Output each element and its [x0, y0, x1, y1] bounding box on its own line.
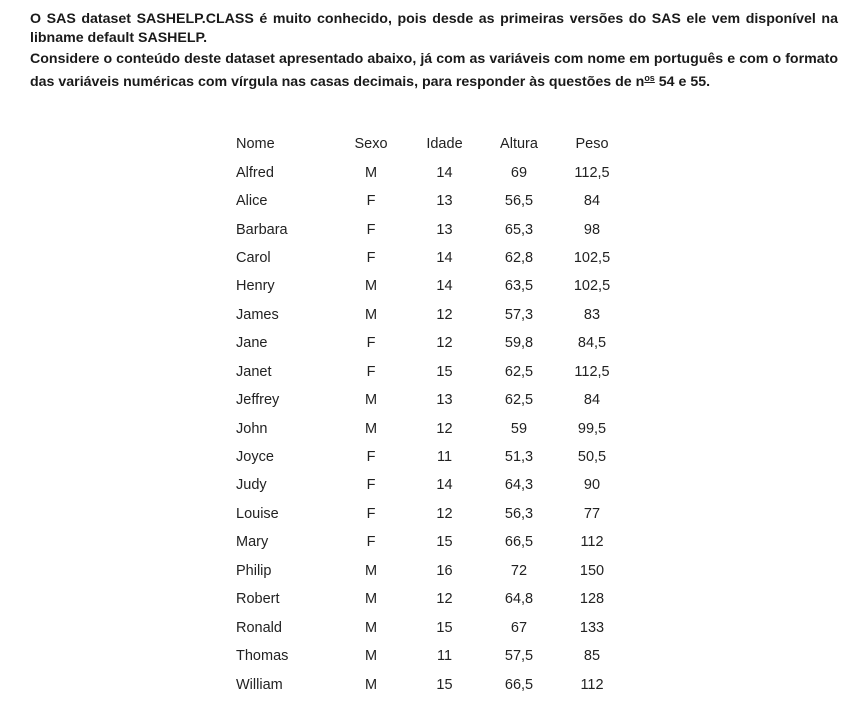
- cell-idade: 16: [436, 562, 453, 579]
- table-row: [228, 386, 629, 414]
- cell-peso: 102,5: [573, 249, 611, 266]
- table-row: [228, 528, 629, 556]
- cell-altura: 51,3: [504, 449, 534, 466]
- cell-sexo: F: [366, 534, 376, 551]
- intro-text: [30, 10, 838, 91]
- cell-peso: 90: [583, 477, 601, 494]
- cell-idade: 15: [436, 676, 453, 693]
- cell-peso: 77: [583, 505, 601, 522]
- cell-peso: 133: [579, 619, 605, 636]
- cell-altura: 62,5: [504, 392, 534, 409]
- cell-sexo: F: [366, 363, 376, 380]
- cell-sexo: F: [366, 477, 376, 494]
- header-altura: Altura: [500, 136, 538, 153]
- header-nome: Nome: [236, 136, 275, 153]
- table-row: [228, 244, 629, 272]
- table-row: [228, 613, 629, 641]
- cell-peso: 112,5: [574, 363, 610, 380]
- cell-nome: Barbara: [236, 221, 288, 238]
- cell-altura: 63,5: [504, 278, 534, 295]
- cell-altura: 66,5: [504, 676, 534, 693]
- cell-peso: 98: [583, 221, 601, 238]
- cell-idade: 15: [436, 619, 453, 636]
- cell-peso: 84,5: [577, 335, 607, 352]
- cell-sexo: F: [366, 449, 376, 466]
- cell-nome: Judy: [236, 477, 267, 494]
- cell-altura: 59: [510, 420, 528, 437]
- table-row: [228, 585, 629, 613]
- cell-idade: 14: [436, 164, 453, 181]
- table-row: [228, 301, 629, 329]
- cell-nome: Mary: [236, 534, 269, 551]
- intro-paragraph-2-text: Considere o conteúdo deste dataset apresentado abaixo, já com as variáveis com nome em português e com o formato das variáveis numéricas com vírgula nas casas decimais, para responder às questões de n: [30, 51, 838, 90]
- cell-sexo: M: [364, 420, 378, 437]
- cell-altura: 62,5: [504, 363, 534, 380]
- cell-sexo: M: [364, 306, 378, 323]
- table-row: [228, 500, 629, 528]
- table-row: [228, 358, 629, 386]
- cell-peso: 50,5: [577, 449, 607, 466]
- header-idade: Idade: [426, 136, 463, 153]
- table-row: [228, 187, 629, 215]
- table-row: [228, 414, 629, 442]
- cell-sexo: F: [366, 505, 376, 522]
- table-row: [228, 272, 629, 300]
- cell-idade: 15: [436, 363, 453, 380]
- cell-idade: 13: [436, 392, 453, 409]
- cell-sexo: M: [364, 164, 378, 181]
- cell-idade: 11: [436, 648, 453, 665]
- cell-sexo: M: [364, 562, 378, 579]
- cell-idade: 12: [436, 335, 453, 352]
- cell-altura: 64,8: [504, 591, 534, 608]
- cell-altura: 62,8: [504, 249, 534, 266]
- cell-nome: Louise: [236, 505, 279, 522]
- cell-sexo: M: [364, 676, 378, 693]
- cell-peso: 99,5: [577, 420, 607, 437]
- cell-nome: Alfred: [236, 164, 274, 181]
- cell-altura: 56,3: [504, 505, 534, 522]
- cell-nome: Janet: [236, 363, 272, 380]
- cell-nome: Jane: [236, 335, 268, 352]
- cell-altura: 57,5: [504, 648, 534, 665]
- cell-sexo: F: [366, 335, 376, 352]
- table-row: [228, 557, 629, 585]
- cell-idade: 13: [436, 193, 453, 210]
- table-row: [228, 215, 629, 243]
- table-row: [228, 158, 629, 186]
- cell-idade: 13: [436, 221, 453, 238]
- cell-peso: 112: [580, 534, 604, 551]
- cell-idade: 14: [436, 278, 453, 295]
- cell-altura: 57,3: [504, 306, 534, 323]
- cell-peso: 150: [579, 562, 605, 579]
- cell-nome: Jeffrey: [236, 392, 280, 409]
- table-row: [228, 471, 629, 499]
- cell-sexo: M: [364, 591, 378, 608]
- cell-peso: 102,5: [573, 278, 611, 295]
- cell-nome: Carol: [236, 249, 271, 266]
- cell-peso: 112,5: [574, 164, 610, 181]
- cell-altura: 67: [510, 619, 528, 636]
- class-dataset-table: [228, 130, 629, 699]
- header-sexo: Sexo: [354, 136, 388, 153]
- cell-idade: 15: [436, 534, 453, 551]
- cell-altura: 69: [510, 164, 528, 181]
- cell-peso: 84: [583, 392, 601, 409]
- table-row: [228, 642, 629, 670]
- cell-nome: James: [236, 306, 279, 323]
- intro-paragraph-1: O SAS dataset SASHELP.CLASS é muito conhecido, pois desde as primeiras versões do SAS ele vem disponível na libname default SASHELP.: [30, 11, 838, 46]
- cell-sexo: M: [364, 392, 378, 409]
- table-body: [228, 158, 629, 698]
- cell-sexo: F: [366, 221, 376, 238]
- intro-paragraph-2: [30, 50, 838, 91]
- cell-idade: 14: [436, 477, 453, 494]
- cell-peso: 128: [579, 591, 605, 608]
- cell-idade: 11: [436, 449, 453, 466]
- cell-sexo: M: [364, 619, 378, 636]
- cell-altura: 66,5: [504, 534, 534, 551]
- cell-nome: Robert: [236, 591, 280, 608]
- ordinal-superscript: os: [644, 72, 655, 83]
- cell-nome: Henry: [236, 278, 275, 295]
- cell-idade: 12: [436, 505, 453, 522]
- cell-nome: John: [236, 420, 268, 437]
- cell-idade: 12: [436, 591, 453, 608]
- cell-sexo: M: [364, 278, 378, 295]
- cell-sexo: M: [364, 648, 378, 665]
- cell-nome: Ronald: [236, 619, 282, 636]
- cell-altura: 72: [510, 562, 528, 579]
- cell-peso: 85: [583, 648, 601, 665]
- question-numbers: 54 e 55.: [654, 73, 711, 90]
- cell-altura: 64,3: [504, 477, 534, 494]
- cell-idade: 12: [436, 306, 453, 323]
- cell-altura: 59,8: [504, 335, 534, 352]
- cell-peso: 84: [583, 193, 601, 210]
- cell-nome: Thomas: [236, 648, 289, 665]
- cell-nome: William: [236, 676, 283, 693]
- cell-altura: 56,5: [504, 193, 534, 210]
- cell-idade: 14: [436, 249, 453, 266]
- cell-nome: Joyce: [236, 449, 274, 466]
- cell-sexo: F: [366, 193, 376, 210]
- cell-nome: Alice: [236, 193, 268, 210]
- cell-peso: 83: [583, 306, 601, 323]
- cell-sexo: F: [366, 249, 376, 266]
- table-row: [228, 670, 629, 698]
- cell-peso: 112: [580, 676, 604, 693]
- table-header-row: [228, 130, 629, 158]
- header-peso: Peso: [575, 136, 609, 153]
- table-row: [228, 329, 629, 357]
- cell-idade: 12: [436, 420, 453, 437]
- cell-altura: 65,3: [504, 221, 534, 238]
- table-row: [228, 443, 629, 471]
- cell-nome: Philip: [236, 562, 272, 579]
